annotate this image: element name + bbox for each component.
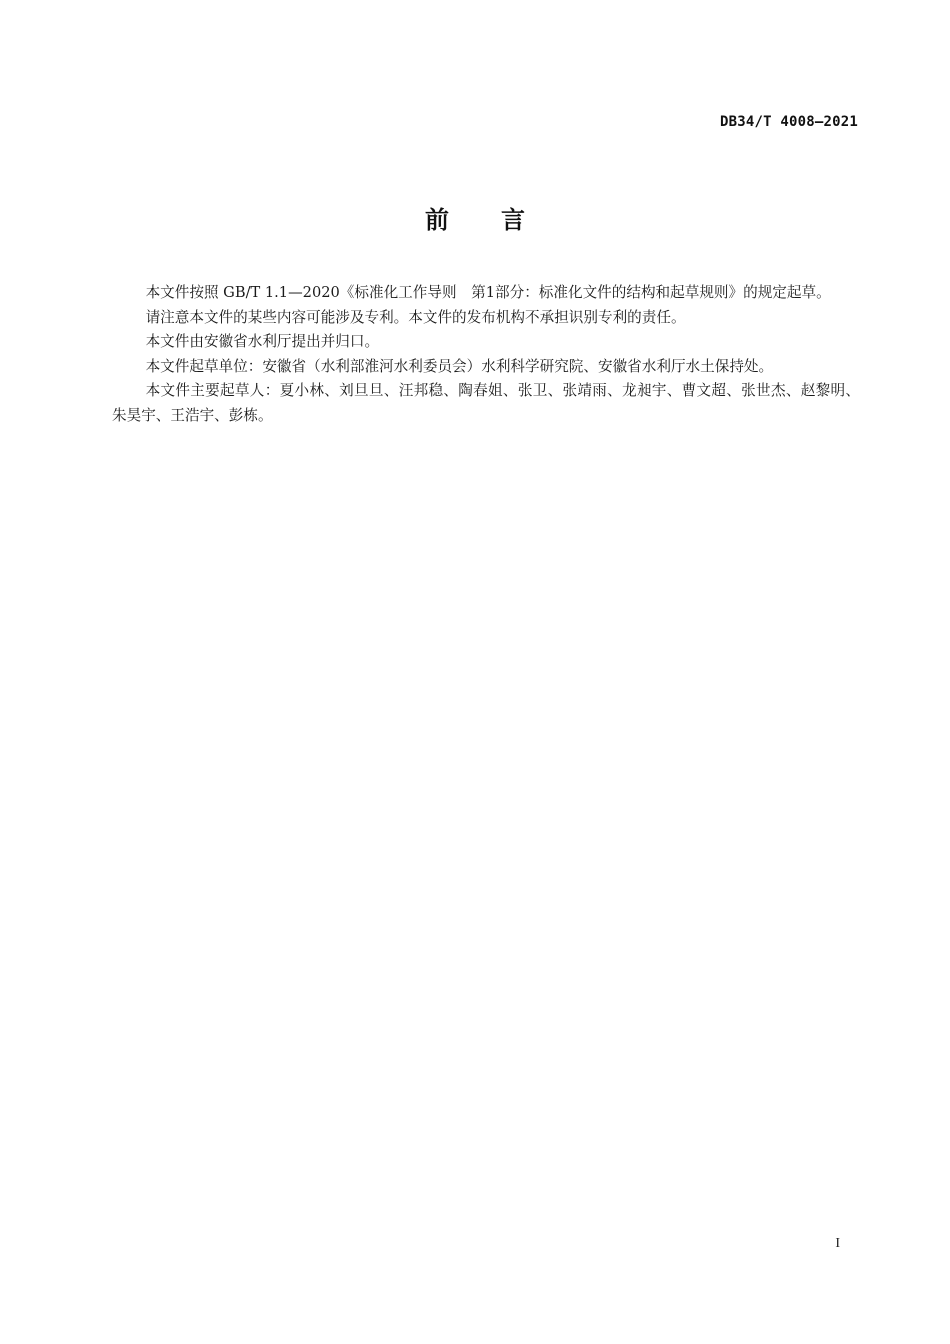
title-char-1: 前 [425,206,449,234]
paragraph-proposer: 本文件由安徽省水利厅提出并归口。 [145,333,380,350]
paragraph-patent-notice: 请注意本文件的某些内容可能涉及专利。本文件的发布机构不承担识别专利的责任。 [145,308,686,326]
foreword-body [112,281,860,428]
paragraph-drafting-basis: 本文件按照 GB/T 1.1—2020《标准化工作导则 第1部分：标准化文件的结构和起草规则》的规定起草。 [145,284,831,301]
title-char-2: 言 [501,206,525,234]
page-number: I [835,1236,840,1251]
paragraph-drafting-units: 本文件起草单位：安徽省（水利部淮河水利委员会）水利科学研究院、安徽省水利厅水土保持处。 [145,357,774,375]
document-code: DB34/T 4008—2021 [719,114,858,130]
page-title [0,200,950,235]
paragraph-drafters: 本文件主要起草人：夏小林、刘旦旦、汪邦稳、陶春姐、张卫、张靖雨、龙昶宇、曹文超、张世杰、赵黎明、朱昊宇、王浩宇、彭栋。 [112,382,860,424]
